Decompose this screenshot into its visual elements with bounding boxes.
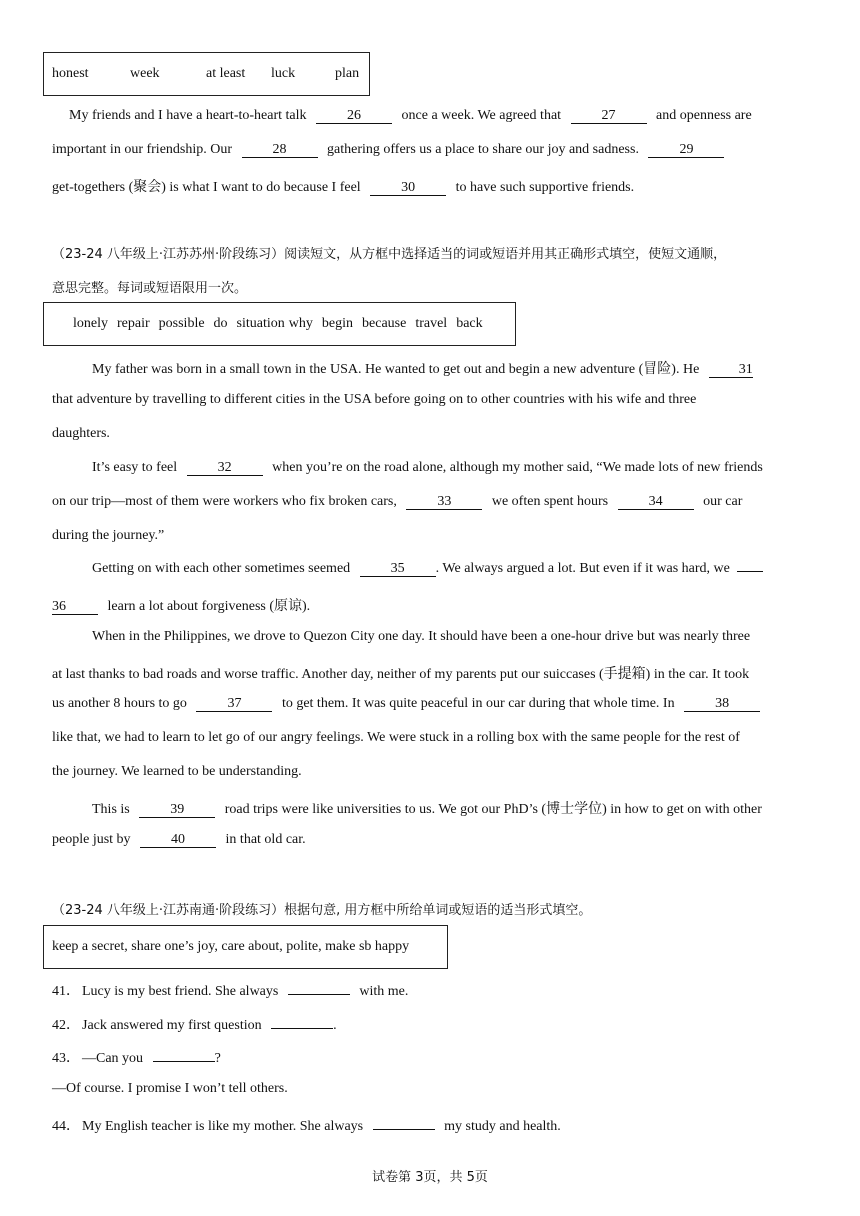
- blank-26: 26: [316, 109, 392, 124]
- passage2-line: on our trip—most of them were workers who fix broken cars, 33 we often spent hours 34 our car: [52, 494, 743, 509]
- passage2-line: It’s easy to feel 32 when you’re on the road alone, although my mother said, “We made lots of new friends: [92, 460, 763, 475]
- blank-27: 27: [571, 109, 647, 124]
- blank-32: 32: [187, 461, 263, 476]
- box-word: situation: [236, 316, 285, 331]
- box-word: at least: [206, 66, 246, 81]
- box-word: plan: [335, 66, 360, 81]
- section2-intro: 意思完整。每词或短语限用一次。: [52, 281, 248, 296]
- answer-blank-41[interactable]: [288, 994, 350, 995]
- passage2-line: that adventure by travelling to different cities in the USA before going on to other countries with his wife and three: [52, 392, 697, 407]
- blank-36: 36: [52, 600, 98, 615]
- word-box-2: [43, 302, 516, 346]
- passage2-line: Getting on with each other sometimes seemed 35 . We always argued a lot. But even if it was hard, we: [92, 561, 763, 577]
- box-word: begin: [321, 316, 354, 331]
- section2-intro: （23-24 八年级上·江苏苏州·阶段练习）阅读短文，从方框中选择适当的词或短语并用其正确形式填空，使短文通顺，: [52, 247, 727, 262]
- passage2-line: during the journey.”: [52, 528, 165, 543]
- section3-intro: （23-24 八年级上·江苏南通·阶段练习）根据句意, 用方框中所给单词或短语的适当形式填空。: [52, 903, 592, 918]
- passage2-line: 36 learn a lot about forgiveness (原谅).: [52, 599, 311, 614]
- blank-31: 31: [709, 363, 753, 378]
- blank-40: 40: [140, 833, 216, 848]
- word-box-3: [43, 925, 448, 969]
- blank-35: 35: [360, 562, 436, 577]
- blank-39: 39: [139, 803, 215, 818]
- passage2-line: at last thanks to bad roads and worse traffic. Another day, neither of my parents put our suiccases (手提箱) in the car. It took: [52, 667, 750, 682]
- question-42: 42． Jack answered my first question .: [52, 1018, 337, 1033]
- box-word: possible: [158, 316, 205, 331]
- blank-34: 34: [618, 495, 694, 510]
- blank-36-start: [737, 571, 763, 572]
- blank-30: 30: [370, 181, 446, 196]
- box-phrases: keep a secret, share one’s joy, care about, polite, make sb happy: [52, 939, 410, 954]
- box-word: honest: [52, 66, 89, 81]
- question-44: 44． My English teacher is like my mother. She always my study and health.: [52, 1119, 561, 1134]
- question-43: 43． —Can you ?: [52, 1051, 221, 1066]
- box-word: because: [362, 316, 407, 331]
- box-word: week: [130, 66, 160, 81]
- blank-37: 37: [196, 697, 272, 712]
- passage1-line: important in our friendship. Our 28 gathering offers us a place to share our joy and sadness. 29: [52, 142, 730, 158]
- blank-33: 33: [406, 495, 482, 510]
- blank-29: 29: [648, 143, 724, 158]
- answer-blank-43[interactable]: [153, 1061, 215, 1062]
- passage2-line: the journey. We learned to be understanding.: [52, 764, 302, 779]
- box-word: why: [288, 316, 313, 331]
- passage2-line: like that, we had to learn to let go of our angry feelings. We were stuck in a rolling box with the same people for the rest of: [52, 730, 740, 745]
- passage1-line: My friends and I have a heart-to-heart talk 26 once a week. We agreed that 27 and openness are: [69, 108, 752, 123]
- blank-38: 38: [684, 697, 760, 712]
- question-41: 41． Lucy is my best friend. She always with me.: [52, 984, 409, 999]
- box-word: do: [213, 316, 228, 331]
- word-box-1: [43, 52, 370, 96]
- passage2-line: When in the Philippines, we drove to Quezon City one day. It should have been a one-hour drive but was nearly three: [92, 629, 751, 644]
- blank-28: 28: [242, 143, 318, 158]
- page-footer: 试卷第 3页，共 5页: [372, 1170, 488, 1185]
- answer-blank-44[interactable]: [373, 1129, 435, 1130]
- question-43-response: —Of course. I promise I won’t tell others.: [52, 1081, 288, 1096]
- passage2-line: us another 8 hours to go 37 to get them. It was quite peaceful in our car during that whole time. In 38: [52, 696, 760, 712]
- passage2-line: My father was born in a small town in the USA. He wanted to get out and begin a new adventure (冒险). He 31: [92, 362, 753, 377]
- passage2-line: people just by 40 in that old car.: [52, 832, 306, 847]
- box-word: back: [456, 316, 483, 331]
- box-word: lonely: [73, 316, 108, 331]
- box-word: luck: [271, 66, 296, 81]
- box-word: repair: [117, 316, 150, 331]
- passage1-line: get-togethers (聚会) is what I want to do because I feel 30 to have such supportive friends.: [52, 180, 635, 195]
- answer-blank-42[interactable]: [271, 1028, 333, 1029]
- box-word: travel: [415, 316, 448, 331]
- passage2-line: daughters.: [52, 426, 110, 441]
- passage2-line: This is 39 road trips were like universities to us. We got our PhD’s (博士学位) in how to get on with other: [92, 802, 762, 817]
